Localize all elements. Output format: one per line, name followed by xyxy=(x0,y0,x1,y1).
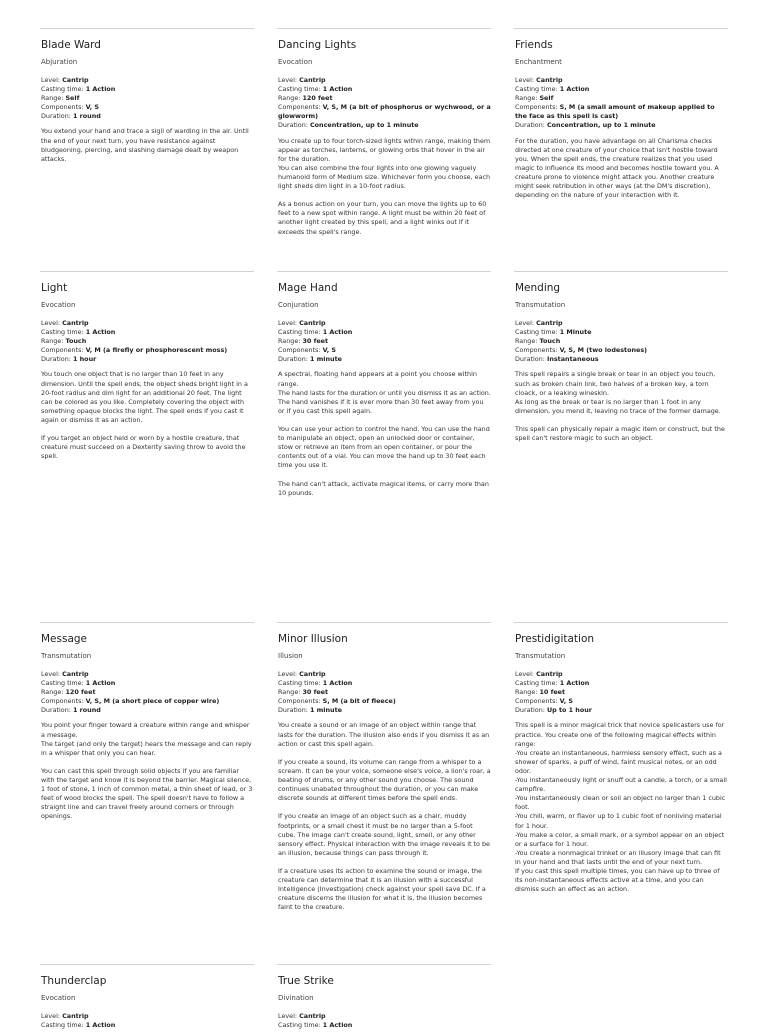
spell-description: This spell repairs a single break or tear in an object you touch, such as broken chain link, two halves of a broken key, a torn cloack, or a leaking wineskin. As long as the break or tear is no larger than 1 foot in any dimension, you mend it, leaving no trace of the former damage. This spell can physically repair a magic item or construct, but the spell can't restore magic to such an object. xyxy=(515,370,725,443)
level-label: Level: xyxy=(41,670,63,678)
components-label: Components: xyxy=(515,103,560,112)
casting-time-label: Casting time: xyxy=(278,1021,323,1030)
casting-time-value: 1 Action xyxy=(322,1021,353,1030)
spell-card xyxy=(40,622,254,822)
spell-range-row xyxy=(41,688,254,697)
spell-level-row xyxy=(278,76,491,85)
range-value: 10 feet xyxy=(539,688,566,697)
spell-casting-time-row xyxy=(278,1021,491,1030)
spell-stats xyxy=(515,670,728,715)
spell-range-row xyxy=(278,94,491,103)
spell-card xyxy=(514,271,728,443)
level-value: Cantrip xyxy=(299,319,326,327)
card-divider xyxy=(277,271,491,272)
spell-duration-row xyxy=(515,121,728,130)
spell-casting-time-row xyxy=(41,85,254,94)
casting-time-value: 1 Action xyxy=(85,85,116,94)
casting-time-label: Casting time: xyxy=(41,328,86,337)
spell-level-row xyxy=(41,670,254,679)
duration-label: Duration: xyxy=(41,355,73,364)
spell-casting-time-row xyxy=(278,679,491,688)
duration-label: Duration: xyxy=(278,706,310,715)
duration-label: Duration: xyxy=(515,706,547,715)
spell-range-row xyxy=(278,688,491,697)
casting-time-label: Casting time: xyxy=(41,85,86,94)
spell-casting-time-row xyxy=(515,679,728,688)
components-value: V, S xyxy=(559,697,574,706)
duration-value: 1 round xyxy=(72,706,101,715)
card-divider xyxy=(277,28,491,29)
range-label: Range: xyxy=(41,94,66,103)
spell-components-row xyxy=(41,103,254,112)
spell-name: True Strike xyxy=(278,975,334,987)
spell-name: Message xyxy=(41,633,88,645)
spell-casting-time-row xyxy=(515,85,728,94)
spell-card xyxy=(277,622,491,912)
spell-school: Evocation xyxy=(41,301,76,309)
casting-time-label: Casting time: xyxy=(515,679,560,688)
spell-card xyxy=(277,964,491,1036)
spell-components-row xyxy=(278,103,491,121)
level-label: Level: xyxy=(515,319,537,327)
range-label: Range: xyxy=(41,688,66,697)
spell-stats xyxy=(41,1012,254,1030)
spell-casting-time-row xyxy=(41,1021,254,1030)
duration-value: 1 minute xyxy=(309,706,342,715)
spell-level-row xyxy=(515,76,728,85)
duration-label: Duration: xyxy=(278,121,310,130)
casting-time-label: Casting time: xyxy=(41,679,86,688)
components-label: Components: xyxy=(278,697,323,706)
level-value: Cantrip xyxy=(536,319,563,327)
spell-casting-time-row xyxy=(41,679,254,688)
spell-stats xyxy=(278,76,491,131)
spell-components-row xyxy=(278,697,491,706)
spell-school: Illusion xyxy=(278,652,303,660)
spell-name: Mending xyxy=(515,282,561,294)
card-divider xyxy=(277,964,491,965)
duration-value: Concentration, up to 1 minute xyxy=(546,121,656,130)
components-value: V, S, M (a short piece of copper wire) xyxy=(85,697,220,706)
spell-card xyxy=(40,964,254,1036)
duration-value: 1 round xyxy=(72,112,101,121)
spell-stats xyxy=(41,319,254,364)
spell-school: Transmutation xyxy=(515,301,566,309)
spell-duration-row xyxy=(278,355,491,364)
level-label: Level: xyxy=(278,319,300,327)
casting-time-value: 1 Minute xyxy=(559,328,592,337)
level-value: Cantrip xyxy=(62,670,89,678)
components-value: V, S xyxy=(322,346,337,355)
range-label: Range: xyxy=(515,94,540,103)
level-value: Cantrip xyxy=(62,1012,89,1020)
spell-card xyxy=(40,271,254,461)
duration-value: 1 hour xyxy=(72,355,97,364)
level-value: Cantrip xyxy=(299,670,326,678)
spell-components-row xyxy=(515,103,728,121)
spell-school: Evocation xyxy=(278,58,313,66)
range-value: 30 feet xyxy=(302,688,329,697)
spell-card xyxy=(277,28,491,237)
level-label: Level: xyxy=(41,1012,63,1020)
spell-duration-row xyxy=(41,355,254,364)
spell-duration-row xyxy=(41,706,254,715)
casting-time-value: 1 Action xyxy=(85,1021,116,1030)
level-value: Cantrip xyxy=(62,76,89,84)
duration-value: Up to 1 hour xyxy=(546,706,592,715)
spell-components-row xyxy=(41,697,254,706)
spell-name: Dancing Lights xyxy=(278,39,357,51)
spell-stats xyxy=(278,1012,491,1030)
spell-card xyxy=(40,28,254,164)
spell-stats xyxy=(41,76,254,121)
range-value: 120 feet xyxy=(302,94,333,103)
level-value: Cantrip xyxy=(536,76,563,84)
spell-components-row xyxy=(515,697,728,706)
spell-stats xyxy=(515,319,728,364)
card-divider xyxy=(277,622,491,623)
components-value: S, M (a bit of fleece) xyxy=(322,697,396,706)
spell-duration-row xyxy=(515,355,728,364)
spell-level-row xyxy=(278,319,491,328)
casting-time-value: 1 Action xyxy=(322,85,353,94)
spell-description: A spectral, floating hand appears at a point you choose within range. The hand lasts for the duration or until you dismiss it as an action. The hand vanishes if it is ever more than 30 feet away from you or if you cast this spell again. You can use your action to control the hand. You can use the hand to manipulate an object, open an unlocked door or container, stow or retrieve an item from an open container, or pour the contents out of a vial. You can move the hand up to 30 feet each time you use it. The hand can't attack, activate magical items, or carry more than 10 pounds. xyxy=(278,370,491,497)
level-value: Cantrip xyxy=(62,319,89,327)
spell-components-row xyxy=(515,346,728,355)
duration-label: Duration: xyxy=(515,355,547,364)
range-label: Range: xyxy=(41,337,66,346)
components-value: V, M (a firefly or phosphorescent moss) xyxy=(85,346,228,355)
casting-time-value: 1 Action xyxy=(85,328,116,337)
level-label: Level: xyxy=(278,670,300,678)
duration-label: Duration: xyxy=(41,112,73,121)
casting-time-label: Casting time: xyxy=(515,328,560,337)
card-divider xyxy=(40,28,254,29)
spell-range-row xyxy=(41,94,254,103)
spell-stats xyxy=(41,670,254,715)
spell-card xyxy=(514,28,728,200)
range-value: 120 feet xyxy=(65,688,96,697)
components-label: Components: xyxy=(278,103,323,112)
spell-range-row xyxy=(515,688,728,697)
spell-card xyxy=(277,271,491,498)
spell-components-row xyxy=(41,346,254,355)
spell-level-row xyxy=(515,319,728,328)
casting-time-label: Casting time: xyxy=(41,1021,86,1030)
spell-name: Minor Illusion xyxy=(278,633,348,645)
spell-level-row xyxy=(515,670,728,679)
level-label: Level: xyxy=(278,1012,300,1020)
spell-description: This spell is a minor magical trick that novice spellcasters use for practice. You create one of the following magical effects within range: -You create an instantaneous, harmless sensory effect, such as a shower of sparks, a puff of wind, faint musical notes, or an odd odor. -You instantaneously light or snuff out a candle, a torch, or a small campfire. -You instantaneously clean or soil an object no larger than 1 cubic foot. -You chill, warm, or flavor up to 1 cubic foot of nonliving material for 1 hour. -You make a color, a small mark, or a symbol appear on an object or a surface for 1 hour. -You create a nonmagical trinket or an illusory image that can fit in your hand and that lasts until the end of your next turn. If you cast this spell multiple times, you can have up to three of its non-instantaneous effects active at a time, and you can dismiss such an effect as an action. xyxy=(515,721,727,894)
level-label: Level: xyxy=(41,319,63,327)
components-label: Components: xyxy=(515,346,560,355)
spell-description: You touch one object that is no larger than 10 feet in any dimension. Until the spell ends, the object sheds bright light in a 20-foot radius and dim light for an additional 20 feet. The light can be colored as you like. Completely covering the object with something opaque blocks the light. The spell ends if you cast it again or dismiss it as an action. If you target an object held or worn by a hostile creature, that creature must succeed on a Dexterity saving throw to avoid the spell. xyxy=(41,370,248,461)
duration-value: Instantaneous xyxy=(546,355,599,364)
level-value: Cantrip xyxy=(299,1012,326,1020)
spell-range-row xyxy=(515,94,728,103)
range-value: Touch xyxy=(539,337,561,346)
card-divider xyxy=(40,964,254,965)
casting-time-value: 1 Action xyxy=(559,85,590,94)
spell-casting-time-row xyxy=(278,328,491,337)
duration-label: Duration: xyxy=(278,355,310,364)
range-label: Range: xyxy=(278,94,303,103)
spell-level-row xyxy=(41,76,254,85)
spell-range-row xyxy=(515,337,728,346)
card-divider xyxy=(514,622,728,623)
components-value: V, S, M (two lodestones) xyxy=(559,346,648,355)
casting-time-label: Casting time: xyxy=(278,85,323,94)
components-label: Components: xyxy=(41,103,86,112)
spell-name: Friends xyxy=(515,39,553,51)
range-value: Touch xyxy=(65,337,87,346)
card-divider xyxy=(514,28,728,29)
components-label: Components: xyxy=(41,697,86,706)
level-label: Level: xyxy=(278,76,300,84)
level-value: Cantrip xyxy=(299,76,326,84)
level-value: Cantrip xyxy=(536,670,563,678)
spell-level-row xyxy=(41,1012,254,1021)
spell-school: Transmutation xyxy=(41,652,92,660)
components-value: V, S xyxy=(85,103,100,112)
level-label: Level: xyxy=(515,670,537,678)
range-value: Self xyxy=(65,94,80,103)
spell-stats xyxy=(515,76,728,131)
duration-value: Concentration, up to 1 minute xyxy=(309,121,419,130)
spell-components-row xyxy=(278,346,491,355)
casting-time-value: 1 Action xyxy=(322,679,353,688)
components-label: Components: xyxy=(278,346,323,355)
spell-duration-row xyxy=(278,121,491,130)
casting-time-value: 1 Action xyxy=(559,679,590,688)
casting-time-value: 1 Action xyxy=(322,328,353,337)
range-label: Range: xyxy=(515,337,540,346)
spell-school: Transmutation xyxy=(515,652,566,660)
spell-duration-row xyxy=(515,706,728,715)
components-label: Components: xyxy=(41,346,86,355)
spell-description: For the duration, you have advantage on all Charisma checks directed at one creature of your choice that isn't hostile toward you. When the spell ends, the creature realizes that you used magic to influence its mood and becomes hostile toward you. A creature prone to violence might attack you. Another creature might seek retribution in other ways (at the DM's discretion), depending on the nature of your interaction with it. xyxy=(515,136,719,200)
spell-name: Light xyxy=(41,282,68,294)
duration-value: 1 minute xyxy=(309,355,342,364)
casting-time-label: Casting time: xyxy=(515,85,560,94)
range-label: Range: xyxy=(278,337,303,346)
spell-description: You extend your hand and trace a sigil of warding in the air. Until the end of your next turn, you have resistance against bludgeoning, piercing, and slashing damage dealt by weapon attacks. xyxy=(41,127,249,163)
spell-description: You create up to four torch-sized lights within range, making them appear as torches, lanterns, or glowing orbs that hover in the air for the duration. You can also combine the four lights into one glowing vaguely humanoid form of Medium size. Whichever form you choose, each light sheds dim light in a 10-foot radius. As a bonus action on your turn, you can move the lights up to 60 feet to a new spot within range. A light must be within 20 feet of another light created by this spell, and a light winks out if it exceeds the spell's range. xyxy=(278,136,491,236)
spell-casting-time-row xyxy=(515,328,728,337)
spell-range-row xyxy=(278,337,491,346)
spell-duration-row xyxy=(41,112,254,121)
casting-time-value: 1 Action xyxy=(85,679,116,688)
spell-school: Evocation xyxy=(41,994,76,1002)
spell-name: Mage Hand xyxy=(278,282,338,294)
spell-level-row xyxy=(278,670,491,679)
spell-level-row xyxy=(278,1012,491,1021)
spell-casting-time-row xyxy=(41,328,254,337)
spell-school: Conjuration xyxy=(278,301,319,309)
level-label: Level: xyxy=(41,76,63,84)
spell-stats xyxy=(278,670,491,715)
spell-school: Abjuration xyxy=(41,58,78,66)
spell-name: Prestidigitation xyxy=(515,633,595,645)
spell-casting-time-row xyxy=(278,85,491,94)
components-value: S, M (a small amount of makeup applied to the face as this spell is cast) xyxy=(515,103,715,121)
spell-name: Thunderclap xyxy=(41,975,107,987)
spell-duration-row xyxy=(278,706,491,715)
casting-time-label: Casting time: xyxy=(278,328,323,337)
range-value: Self xyxy=(539,94,554,103)
casting-time-label: Casting time: xyxy=(278,679,323,688)
card-divider xyxy=(514,271,728,272)
spell-school: Enchantment xyxy=(515,58,562,66)
spell-range-row xyxy=(41,337,254,346)
card-divider xyxy=(40,622,254,623)
range-label: Range: xyxy=(278,688,303,697)
spell-name: Blade Ward xyxy=(41,39,101,51)
duration-label: Duration: xyxy=(515,121,547,130)
components-label: Components: xyxy=(515,697,560,706)
level-label: Level: xyxy=(515,76,537,84)
range-value: 30 feet xyxy=(302,337,329,346)
range-label: Range: xyxy=(515,688,540,697)
duration-label: Duration: xyxy=(41,706,73,715)
spell-level-row xyxy=(41,319,254,328)
spell-description: You create a sound or an image of an object within range that lasts for the duration. The illusion also ends if you dismiss it as an action or cast this spell again. If you create a sound, its volume can range from a whisper to a scream. It can be your voice, someone else's voice, a lion's roar, a beating of drums, or any other sound you choose. The sound continues unabated throughout the duration, or you can make discrete sounds at different times before the spell ends. If you create an image of an object such as a chair, muddy footprints, or a small chest it must be no larger than a 5-foot cube. The image can't create sound, light, smell, or any other sensory effect. Physical interaction with the image reveals it to be an illusion, because things can pass through it. If a creature uses its action to examine the sound or image, the creature can determine that it is an illusion with a successful Intelligence (Investigation) check against your spell save DC. If a creature discerns the illusion for what it is, the illusion becomes faint to the creature. xyxy=(278,721,491,912)
spell-school: Divination xyxy=(278,994,314,1002)
spell-card xyxy=(514,622,728,894)
spell-stats xyxy=(278,319,491,364)
components-value: V, S, M (a bit of phosphorus or wychwood, or a glowworm) xyxy=(278,103,491,121)
spell-description: You point your finger toward a creature within range and whisper a message. The target (and only the target) hears the message and can reply in a whisper that only you can hear. You can cast this spell through solid objects if you are familiar with the target and know it is beyond the barrier. Magical silence, 1 foot of stone, 1 inch of common metal, a thin sheet of lead, or 3 feet of wood blocks the spell. The spell doesn't have to follow a straight line and can travel freely around corners or through openings. xyxy=(41,721,253,821)
card-divider xyxy=(40,271,254,272)
